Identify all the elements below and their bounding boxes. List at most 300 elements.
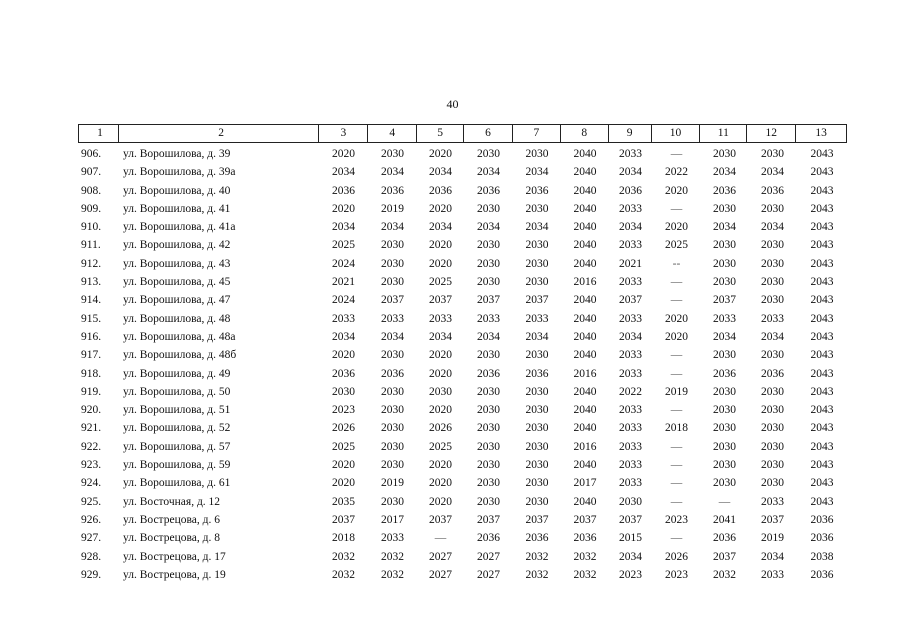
year-cell: 2033	[477, 312, 500, 325]
year-cell: 2030	[713, 422, 736, 435]
row-number-cell: 924.	[81, 477, 102, 490]
year-cell: 2015	[619, 532, 642, 545]
year-cell: 2036	[525, 532, 549, 545]
year-cell: 2030	[619, 495, 642, 508]
year-cell: 2030	[761, 440, 784, 453]
year-cell: 2033	[619, 202, 642, 215]
year-cell: 2030	[525, 148, 549, 160]
address-cell: ул. Ворошилова, д. 59	[123, 459, 231, 472]
year-cell: 2032	[573, 568, 597, 581]
year-cell: 2034	[525, 330, 549, 343]
row-number-cell: 925.	[81, 495, 102, 508]
year-cell: 2037	[573, 513, 597, 526]
year-cell: 2043	[810, 239, 834, 252]
year-cell: 2024	[332, 257, 355, 270]
table-row	[78, 383, 847, 401]
year-cell: 2020	[665, 312, 688, 325]
address-cell: ул. Ворошилова, д. 43	[123, 257, 231, 270]
year-cell: 2030	[429, 385, 452, 398]
year-cell: 2043	[810, 459, 834, 472]
year-cell: 2043	[810, 422, 834, 435]
column-header-12: 12	[747, 125, 796, 142]
year-cell: 2037	[525, 513, 549, 526]
row-number-cell: 916.	[81, 330, 102, 343]
year-cell: 2030	[525, 239, 549, 252]
year-cell: —	[670, 477, 683, 490]
address-cell: ул. Ворошилова, д. 41	[123, 202, 231, 215]
year-cell: 2030	[477, 148, 500, 160]
year-cell: 2034	[381, 221, 404, 234]
year-cell: 2030	[761, 257, 784, 270]
table-row	[78, 346, 847, 364]
table-row	[78, 145, 847, 163]
year-cell: 2030	[761, 294, 784, 307]
year-cell: 2019	[381, 477, 404, 490]
row-number-cell: 928.	[81, 550, 102, 563]
year-cell: 2016	[573, 367, 597, 380]
row-number-cell: 922.	[81, 440, 102, 453]
year-cell: 2043	[810, 495, 834, 508]
year-cell: 2016	[573, 276, 597, 289]
year-cell: 2034	[525, 221, 549, 234]
row-number-cell: 910.	[81, 221, 102, 234]
year-cell: 2019	[761, 532, 784, 545]
year-cell: 2043	[810, 440, 834, 453]
year-cell: 2036	[429, 184, 452, 197]
year-cell: 2032	[332, 568, 355, 581]
year-cell: 2034	[761, 221, 784, 234]
row-number-cell: 907.	[81, 166, 102, 179]
year-cell: 2033	[332, 312, 355, 325]
table-row	[78, 548, 847, 566]
year-cell: 2034	[761, 166, 784, 179]
year-cell: 2017	[381, 513, 404, 526]
year-cell: 2027	[429, 550, 452, 563]
year-cell: 2030	[525, 202, 549, 215]
year-cell: 2034	[429, 221, 452, 234]
year-cell: 2033	[619, 276, 642, 289]
year-cell: 2034	[429, 166, 452, 179]
year-cell: 2037	[761, 513, 784, 526]
year-cell: 2036	[477, 532, 500, 545]
year-cell: —	[670, 440, 683, 453]
year-cell: 2033	[619, 148, 642, 160]
year-cell: 2033	[761, 568, 784, 581]
year-cell: 2036	[525, 184, 549, 197]
row-number-cell: 926.	[81, 513, 102, 526]
year-cell: 2033	[381, 532, 404, 545]
year-cell: 2030	[761, 422, 784, 435]
year-cell: 2030	[761, 276, 784, 289]
year-cell: 2032	[573, 550, 597, 563]
year-cell: 2037	[429, 294, 452, 307]
year-cell: —	[670, 294, 683, 307]
column-header-5: 5	[417, 125, 464, 142]
year-cell: 2030	[713, 459, 736, 472]
column-header-9: 9	[609, 125, 652, 142]
year-cell: 2030	[713, 477, 736, 490]
address-cell: ул. Ворошилова, д. 57	[123, 440, 231, 453]
column-header-1: 1	[79, 125, 119, 142]
year-cell: 2030	[477, 404, 500, 417]
year-cell: 2030	[381, 459, 404, 472]
year-cell: 2040	[573, 422, 597, 435]
address-cell: ул. Ворошилова, д. 48а	[123, 330, 236, 343]
year-cell: 2030	[525, 385, 549, 398]
address-cell: ул. Ворошилова, д. 49	[123, 367, 231, 380]
year-cell: 2034	[477, 166, 500, 179]
row-number-cell: 917.	[81, 349, 102, 362]
row-number-cell: 906.	[81, 148, 102, 160]
year-cell: 2025	[332, 239, 355, 252]
year-cell: 2021	[619, 257, 642, 270]
year-cell: 2040	[573, 349, 597, 362]
year-cell: 2037	[429, 513, 452, 526]
year-cell: 2036	[713, 367, 736, 380]
year-cell: 2027	[477, 550, 500, 563]
year-cell: 2030	[761, 385, 784, 398]
year-cell: 2017	[573, 477, 597, 490]
column-header-7: 7	[513, 125, 561, 142]
table-row	[78, 401, 847, 419]
year-cell: 2040	[573, 257, 597, 270]
year-cell: 2019	[381, 202, 404, 215]
year-cell: 2030	[713, 349, 736, 362]
year-cell: 2033	[619, 440, 642, 453]
year-cell: 2041	[713, 513, 736, 526]
column-header-2: 2	[119, 125, 319, 142]
year-cell: 2030	[525, 276, 549, 289]
year-cell: 2019	[665, 385, 688, 398]
year-cell: 2033	[619, 349, 642, 362]
year-cell: —	[670, 276, 683, 289]
year-cell: 2023	[665, 513, 688, 526]
address-cell: ул. Вострецова, д. 6	[123, 513, 220, 526]
year-cell: 2036	[761, 184, 784, 197]
year-cell: 2030	[477, 440, 500, 453]
year-cell: 2037	[619, 294, 642, 307]
year-cell: 2030	[761, 459, 784, 472]
year-cell: 2040	[573, 330, 597, 343]
year-cell: 2043	[810, 312, 834, 325]
table-row	[78, 163, 847, 181]
table-row	[78, 456, 847, 474]
address-cell: ул. Ворошилова, д. 51	[123, 404, 231, 417]
year-cell: 2030	[381, 239, 404, 252]
year-cell: —	[670, 148, 683, 160]
year-cell: 2030	[713, 239, 736, 252]
year-cell: 2026	[665, 550, 688, 563]
year-cell: 2023	[332, 404, 355, 417]
year-cell: 2030	[477, 385, 500, 398]
year-cell: 2018	[665, 422, 688, 435]
year-cell: 2033	[619, 459, 642, 472]
year-cell: 2020	[429, 459, 452, 472]
year-cell: 2034	[525, 166, 549, 179]
year-cell: 2034	[429, 330, 452, 343]
year-cell: 2020	[429, 367, 452, 380]
year-cell: —	[670, 367, 683, 380]
table-row	[78, 529, 847, 547]
year-cell: 2025	[665, 239, 688, 252]
year-cell: 2030	[525, 404, 549, 417]
year-cell: 2033	[619, 367, 642, 380]
table-row	[78, 419, 847, 437]
year-cell: 2034	[619, 221, 642, 234]
table-row	[78, 566, 847, 584]
year-cell: 2030	[525, 459, 549, 472]
year-cell: 2040	[573, 459, 597, 472]
year-cell: 2037	[525, 294, 549, 307]
year-cell: 2020	[429, 202, 452, 215]
year-cell: 2043	[810, 184, 834, 197]
year-cell: 2032	[525, 568, 549, 581]
year-cell: 2035	[332, 495, 355, 508]
table-row	[78, 438, 847, 456]
table-row	[78, 236, 847, 254]
year-cell: 2043	[810, 385, 834, 398]
year-cell: 2020	[665, 221, 688, 234]
address-cell: ул. Вострецова, д. 8	[123, 532, 220, 545]
year-cell: 2030	[761, 349, 784, 362]
column-header-4: 4	[368, 125, 417, 142]
year-cell: 2033	[381, 312, 404, 325]
table-header-row	[78, 124, 847, 143]
address-cell: ул. Ворошилова, д. 48	[123, 312, 231, 325]
year-cell: 2036	[761, 367, 784, 380]
address-cell: ул. Ворошилова, д. 45	[123, 276, 231, 289]
year-cell: 2027	[477, 568, 500, 581]
year-cell: 2023	[665, 568, 688, 581]
year-cell: 2020	[429, 349, 452, 362]
year-cell: 2036	[573, 532, 597, 545]
year-cell: 2020	[429, 148, 452, 160]
year-cell: 2037	[619, 513, 642, 526]
year-cell: 2020	[332, 349, 355, 362]
year-cell: 2020	[665, 330, 688, 343]
year-cell: 2020	[429, 477, 452, 490]
year-cell: 2030	[525, 257, 549, 270]
year-cell: 2030	[525, 440, 549, 453]
year-cell: 2040	[573, 221, 597, 234]
table-row	[78, 291, 847, 309]
year-cell: 2033	[619, 404, 642, 417]
year-cell: 2030	[381, 276, 404, 289]
year-cell: 2036	[381, 184, 404, 197]
row-number-cell: 929.	[81, 568, 102, 581]
table-row	[78, 200, 847, 218]
year-cell: 2034	[619, 330, 642, 343]
year-cell: 2030	[713, 440, 736, 453]
year-cell: 2020	[332, 477, 355, 490]
address-cell: ул. Ворошилова, д. 47	[123, 294, 231, 307]
address-cell: ул. Ворошилова, д. 41а	[123, 221, 236, 234]
year-cell: 2043	[810, 404, 834, 417]
table-row	[78, 182, 847, 200]
year-cell: 2043	[810, 257, 834, 270]
table-row	[78, 218, 847, 236]
year-cell: 2034	[332, 166, 355, 179]
year-cell: —	[670, 532, 683, 545]
year-cell: 2032	[332, 550, 355, 563]
year-cell: 2020	[332, 202, 355, 215]
year-cell: 2020	[665, 184, 688, 197]
row-number-cell: 920.	[81, 404, 102, 417]
year-cell: 2043	[810, 166, 834, 179]
year-cell: 2030	[477, 239, 500, 252]
year-cell: —	[670, 495, 683, 508]
year-cell: 2040	[573, 385, 597, 398]
year-cell: 2020	[332, 148, 355, 160]
year-cell: 2033	[713, 312, 736, 325]
year-cell: 2036	[810, 532, 834, 545]
table-row	[78, 273, 847, 291]
row-number-cell: 912.	[81, 257, 102, 270]
row-number-cell: 915.	[81, 312, 102, 325]
address-cell: ул. Ворошилова, д. 42	[123, 239, 231, 252]
year-cell: 2034	[619, 166, 642, 179]
column-header-3: 3	[319, 125, 368, 142]
year-cell: —	[670, 349, 683, 362]
year-cell: 2036	[332, 367, 355, 380]
year-cell: 2040	[573, 294, 597, 307]
year-cell: 2030	[761, 202, 784, 215]
row-number-cell: 913.	[81, 276, 102, 289]
year-cell: 2043	[810, 349, 834, 362]
year-cell: —	[670, 202, 683, 215]
year-cell: 2036	[477, 367, 500, 380]
year-cell: 2043	[810, 221, 834, 234]
year-cell: 2030	[381, 495, 404, 508]
year-cell: 2030	[477, 477, 500, 490]
year-cell: 2025	[429, 276, 452, 289]
column-header-6: 6	[464, 125, 513, 142]
year-cell: 2030	[713, 404, 736, 417]
year-cell: 2038	[810, 550, 834, 563]
year-cell: 2043	[810, 148, 834, 160]
year-cell: 2036	[332, 184, 355, 197]
year-cell: 2027	[429, 568, 452, 581]
row-number-cell: 918.	[81, 367, 102, 380]
address-cell: ул. Ворошилова, д. 61	[123, 477, 231, 490]
table-row	[78, 474, 847, 492]
year-cell: 2036	[619, 184, 642, 197]
year-cell: 2026	[332, 422, 355, 435]
year-cell: 2043	[810, 276, 834, 289]
row-number-cell: 911.	[81, 239, 101, 252]
year-cell: 2030	[713, 276, 736, 289]
year-cell: 2030	[713, 202, 736, 215]
address-cell: ул. Ворошилова, д. 40	[123, 184, 231, 197]
year-cell: 2034	[761, 330, 784, 343]
year-cell: 2033	[619, 312, 642, 325]
year-cell: 2021	[332, 276, 355, 289]
year-cell: 2030	[761, 477, 784, 490]
year-cell: 2034	[332, 221, 355, 234]
year-cell: 2024	[332, 294, 355, 307]
year-cell: 2034	[381, 166, 404, 179]
table-row	[78, 511, 847, 529]
year-cell: 2030	[381, 422, 404, 435]
year-cell: 2037	[713, 550, 736, 563]
year-cell: 2030	[381, 385, 404, 398]
row-number-cell: 919.	[81, 385, 102, 398]
year-cell: 2037	[713, 294, 736, 307]
row-number-cell: 914.	[81, 294, 102, 307]
year-cell: 2025	[332, 440, 355, 453]
year-cell: 2030	[332, 385, 355, 398]
year-cell: --	[672, 257, 681, 270]
address-cell: ул. Восточная, д. 12	[123, 495, 221, 508]
year-cell: 2030	[525, 349, 549, 362]
year-cell: 2036	[713, 532, 736, 545]
address-cell: ул. Ворошилова, д. 48б	[123, 349, 237, 362]
column-header-8: 8	[561, 125, 609, 142]
year-cell: 2030	[761, 148, 784, 160]
year-cell: 2043	[810, 330, 834, 343]
year-cell: 2023	[619, 568, 642, 581]
year-cell: 2032	[381, 568, 404, 581]
year-cell: 2036	[477, 184, 500, 197]
year-cell: 2036	[713, 184, 736, 197]
year-cell: 2033	[619, 422, 642, 435]
year-cell: 2030	[381, 257, 404, 270]
year-cell: 2030	[477, 202, 500, 215]
year-cell: 2016	[573, 440, 597, 453]
year-cell: 2036	[810, 513, 834, 526]
year-cell: 2034	[619, 550, 642, 563]
year-cell: 2030	[477, 459, 500, 472]
year-cell: 2040	[573, 184, 597, 197]
year-cell: 2043	[810, 367, 834, 380]
year-cell: 2040	[573, 148, 597, 160]
year-cell: —	[670, 459, 683, 472]
table-row	[78, 328, 847, 346]
page-number: 40	[446, 97, 459, 111]
year-cell: 2032	[381, 550, 404, 563]
column-header-11: 11	[700, 125, 747, 142]
housing-schedule-table	[78, 124, 847, 584]
year-cell: 2040	[573, 166, 597, 179]
row-number-cell: 921.	[81, 422, 102, 435]
year-cell: —	[718, 495, 731, 508]
year-cell: 2040	[573, 404, 597, 417]
row-number-cell: 923.	[81, 459, 102, 472]
year-cell: 2036	[381, 367, 404, 380]
address-cell: ул. Ворошилова, д. 39	[123, 148, 231, 160]
column-header-13: 13	[815, 127, 827, 139]
address-cell: ул. Ворошилова, д. 50	[123, 385, 231, 398]
year-cell: 2036	[810, 568, 834, 581]
year-cell: 2022	[619, 385, 642, 398]
year-cell: 2037	[332, 513, 355, 526]
year-cell: 2022	[665, 166, 688, 179]
column-header-10: 10	[652, 125, 701, 142]
year-cell: 2034	[713, 221, 736, 234]
table-row	[78, 310, 847, 328]
year-cell: 2030	[477, 276, 500, 289]
address-cell: ул. Ворошилова, д. 52	[123, 422, 231, 435]
year-cell: 2030	[713, 257, 736, 270]
year-cell: 2037	[477, 513, 500, 526]
year-cell: 2030	[381, 349, 404, 362]
year-cell: 2030	[713, 385, 736, 398]
year-cell: 2030	[477, 495, 500, 508]
year-cell: 2043	[810, 294, 834, 307]
year-cell: 2030	[381, 148, 404, 160]
year-cell: 2033	[429, 312, 452, 325]
year-cell: 2043	[810, 477, 834, 490]
